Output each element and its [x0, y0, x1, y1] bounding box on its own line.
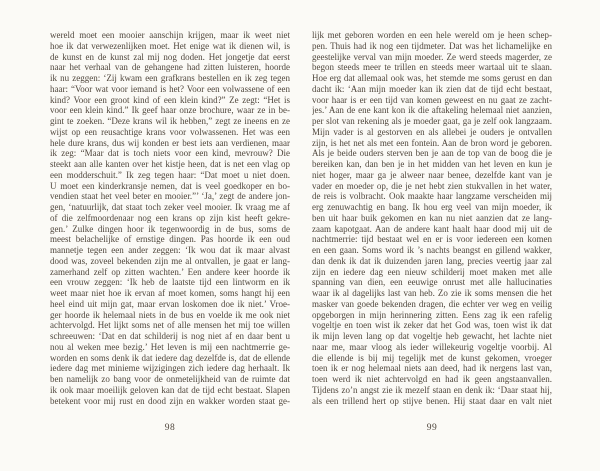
text-line: voor een klein kind.” Ik geef haar onze brochure, waar ze in be-: [50, 105, 290, 116]
text-line: als een trillend hert op stijve benen. Hij staat daar en valt niet: [312, 395, 552, 406]
text-line: steekt aan alle kanten over het kistje heen, dat is net een vlag op: [50, 159, 290, 169]
text-line: ik nu zeggen: ‘Zij kwam een grafkrans bestellen en ik zeg tegen: [50, 73, 290, 83]
text-line: een vrouw zeggen: ‘Ik heb de laatste tijd een lintworm en ik: [50, 277, 290, 288]
text-line: begon steeds meer te trillen en steeds meer wartaal uit te slaan.: [312, 62, 552, 73]
text-line: schreeuwen: ‘Dat en dat schilderij is nog niet af en daar bent u: [50, 331, 290, 341]
text-line: waar ik al dagelijks last van heb. Zo zie ik soms mensen die het: [312, 288, 552, 298]
text-line: vader en moeder op, die je net hebt zien stukvallen in het water,: [312, 180, 552, 191]
text-line: U moet een kinderkransje nemen, dat is veel goedkoper en bo-: [50, 180, 290, 191]
text-line: die ellende is bij mij tegelijk met de kunst gekomen, vroeger: [312, 352, 552, 363]
text-line: zamerhand zelf op zitten wachten.’ Een andere keer hoorde ik: [50, 266, 290, 277]
text-line: voor haar is er een tijd van komen geweest en nu gaat ze zacht-: [312, 94, 552, 105]
text-line: achtervolgd. Het lijkt soms net of alle mensen het mij toe willen: [50, 320, 290, 331]
page-left-text: [50, 30, 290, 406]
text-line: nachtmerrie: tijd bestaat wel en er is voor iedereen een komen: [312, 234, 552, 245]
text-line: spanning van dien, een eeuwige onrust met alle hallucinaties: [312, 277, 552, 288]
text-line: toen werd ik niet achtervolgd en had ik geen angstaanvallen.: [312, 374, 552, 384]
text-line: zijn, is het net als met een fontein. Aan de bron word je geboren.: [312, 137, 552, 148]
page-right-number: 99: [426, 423, 438, 434]
text-line: hoe ik dat verwezenlijken moet. Het enige wat ik dienen wil, is: [50, 40, 290, 51]
text-line: een modderschuit.” Ik zeg tegen haar: “Dat moet u niet doen.: [50, 169, 290, 180]
text-line: zaam kapotgaat. Aan de andere kant haalt haar dood mij uit de: [312, 223, 552, 234]
text-line: hele dure krans, dus wij konden er best iets aan verdienen, maar: [50, 137, 290, 148]
text-line: dacht ik: ‘Aan mijn moeder kan ik zien dat de tijd echt bestaat,: [312, 83, 552, 94]
text-line: geestelijke verval van mijn moeder. Ze werd steeds magerder, ze: [312, 51, 552, 62]
text-line: gint te zoeken. “Deze krans wil ik hebben,” zegt ze ineens en ze: [50, 116, 290, 126]
text-line: dan denk ik dat ik duizenden jaren lang, precies veertig jaar zal: [312, 255, 552, 266]
text-line: Tijdens zo’n angst zie ik mezelf staan en denk ik: ‘Daar staat hij,: [312, 384, 552, 395]
text-line: Mijn vader is al gestorven en als allebei je ouders je ontvallen: [312, 126, 552, 137]
text-line: erg zenuwachtig en bang. Ik hou erg veel van mijn moeder, ik: [312, 202, 552, 212]
text-line: meest belachelijke of ernstige dingen. Pas hoorde ik een oud: [50, 234, 290, 245]
text-line: ben namelijk zo bang voor de onmetelijkheid van de ruimte dat: [50, 374, 290, 384]
text-line: lijk met geboren worden en een hele wereld om je heen schep-: [312, 30, 552, 40]
text-line: kind? Voor een groot kind of een klein kind?” Ze zegt: “Het is: [50, 94, 290, 105]
text-line: nou al weken mee bezig.’ Het leven is mij een nachtmerrie ge-: [50, 341, 290, 352]
text-line: Hoe erg dat allemaal ook was, het stemde me soms gerust en dan: [312, 73, 552, 83]
text-line: of die zelfmoordenaar nog een krans op zijn kist heeft gekre-: [50, 212, 290, 223]
page-right: [312, 30, 552, 433]
text-line: de kunst en de kunst zal mij nog doden. Het jongetje dat eerst: [50, 51, 290, 62]
text-line: masker van goede bekenden dragen, die echter ver weg en veilig: [312, 298, 552, 309]
text-line: heel eind uit mijn gat, maar ervan loskomen doe ik niet.’ Vroe-: [50, 298, 290, 309]
text-line: iedere dag met minieme wijzigingen zich iedere dag herhaalt. Ik: [50, 363, 290, 374]
text-line: betekent voor mij rust en dood zijn en wakker worden staat ge-: [50, 395, 290, 406]
text-line: vogeltje en toen wist ik zeker dat het God was, toen wist ik dat: [312, 320, 552, 331]
text-line: en een gaan. Soms word ik ’s nachts beangst en gillend wakker,: [312, 245, 552, 255]
text-line: pen. Thuis had ik nog een tijdmeter. Dat was het lichamelijke en: [312, 40, 552, 51]
text-line: wijst op een reusachtige krans voor volwassenen. Het was een: [50, 126, 290, 137]
text-line: ben uit haar buik gekomen en kan nu niet aanzien dat ze lang-: [312, 212, 552, 223]
text-line: wereld moet een mooier aanschijn krijgen, maar ik weet niet: [50, 30, 290, 40]
text-line: vendien staat het veel beter en mooier.”’ ‘Ja,’ zegt de andere jon-: [50, 191, 290, 202]
text-line: naar me, maar vloog als ieder willekeurig vogeltje voorbij. Al: [312, 341, 552, 352]
text-line: dood was, zoveel bekenden zijn me al ontvallen, je gaat er lang-: [50, 255, 290, 266]
text-line: ik mijn leven lang op dat vogeltje heb gewacht, het lachte niet: [312, 331, 552, 341]
text-line: ik zeg: “Maar dat is toch niets voor een kind, mevrouw? Die: [50, 148, 290, 159]
page-right-text: [312, 30, 552, 406]
page-left-number: 98: [164, 423, 176, 434]
text-line: Als je beide ouders sterven ben je aan de top van de boog die je: [312, 148, 552, 159]
text-line: toen ik er nog helemaal niets aan deed, had ik nergens last van,: [312, 363, 552, 374]
text-line: weet maar niet hoe ik ervan af moet komen, soms hangt hij een: [50, 288, 290, 298]
text-line: opgeborgen in mijn herinnering zitten. Eens zag ik een rafelig: [312, 309, 552, 320]
text-line: bereiken kan, dan ben je in het midden van het leven en kun je: [312, 159, 552, 169]
text-line: gen, ‘natuurlijk, dat staat toch zeker veel mooier. Ik vraag me af: [50, 202, 290, 212]
text-line: ger hoorde ik helemaal niets in de bus en voelde ik me ook niet: [50, 309, 290, 320]
text-line: haar: “Voor wat voor iemand is het? Voor een volwassene of een: [50, 83, 290, 94]
text-line: de reis is volbracht. Ook maakte haar langzame verscheiden mij: [312, 191, 552, 202]
text-line: per slot van rekening als je moeder gaat, ga je zelf ook langzaam.: [312, 116, 552, 126]
text-line: ik ook maar moeilijk geloven kan dat de tijd echt bestaat. Slapen: [50, 384, 290, 395]
page-left: [50, 30, 290, 433]
text-line: niet hoger, maar ga je alweer naar benee, dezelfde kant van je: [312, 169, 552, 180]
text-line: zijn en iedere dag een nieuw schilderij moet maken met alle: [312, 266, 552, 277]
text-line: jes.’ Aan de ene kant kon ik die aftakeling helemaal niet aanzien,: [312, 105, 552, 116]
text-line: mannetje tegen een ander zeggen: ‘Ik wou dat ik maar alvast: [50, 245, 290, 255]
text-line: gen.’ Zulke dingen hoor ik tegenwoordig in de bus, soms de: [50, 223, 290, 234]
text-line: naar het verhaal van de gehangene had zitten luisteren, hoorde: [50, 62, 290, 73]
text-line: worden en soms denk ik dat iedere dag dezelfde is, dat de ellende: [50, 352, 290, 363]
